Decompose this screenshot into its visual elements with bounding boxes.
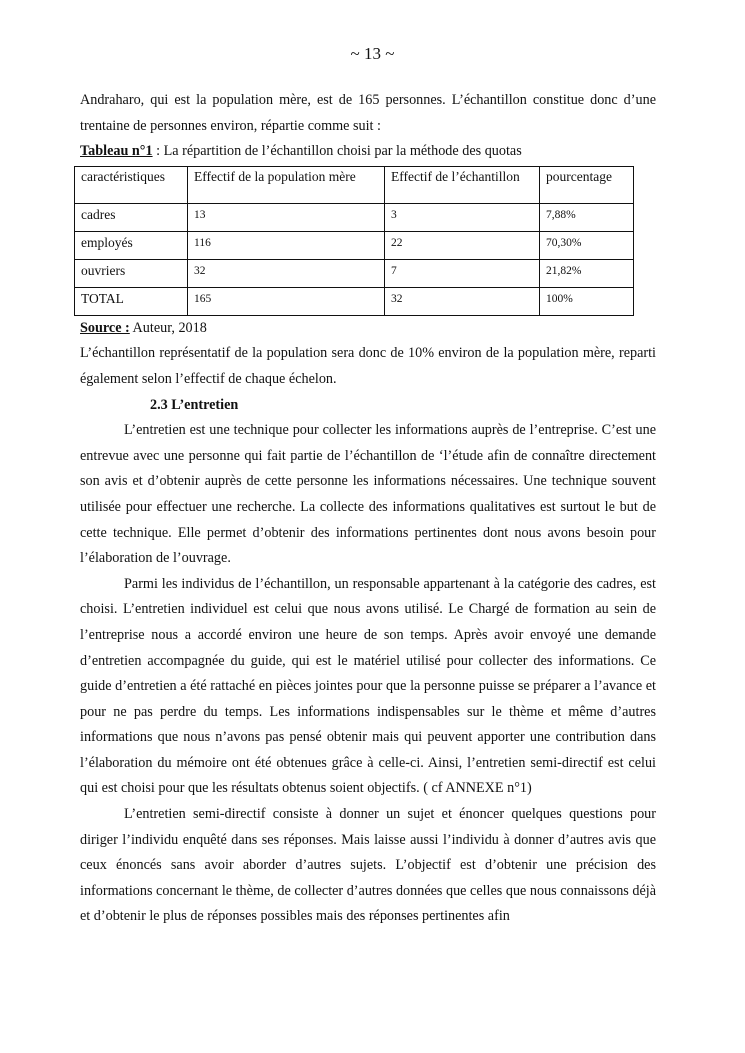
table-cell: 7 [385,259,540,287]
body-paragraph: L’entretien semi-directif consiste à donner un sujet et énoncer quelques questions pour diriger l’individu enquêté dans ses réponses. Mais laisse aussi l’individu à donner d’autres avis que ceux énoncés sans avoir aborder d’autres sujets. L’objectif est d’obtenir une précision des informations concernant le thème, de collecter d’autres données que celles que nous connaissons déjà et d’obtenir le plus de réponses possibles mais des réponses pertinentes afin [80,806,656,925]
table-header-row [75,166,634,203]
table-row [75,287,634,315]
section-title: 2.3 L’entretien [150,396,239,413]
source-label: Source : [80,319,130,336]
table-cell: 22 [385,231,540,259]
table-cell: 32 [385,287,540,315]
table-cell: TOTAL [75,287,188,315]
table-cell: ouvriers [75,259,188,287]
table-row [75,259,634,287]
source-text: Auteur, 2018 [129,319,207,336]
table-cell: 70,30% [540,231,634,259]
document-body [80,88,656,930]
table-caption [80,139,656,165]
table-cell: 3 [385,203,540,231]
table-cell: 116 [188,231,385,259]
page-number: ~ 13 ~ [350,44,395,63]
table-header-cell: Effectif de l’échantillon [385,166,540,203]
after-table-paragraph: L’échantillon représentatif de la population sera donc de 10% environ de la population mère, reparti également selon l’effectif de chaque échelon. [80,345,656,387]
table-source [80,316,656,342]
table-cell: cadres [75,203,188,231]
table-header-cell: caractéristiques [75,166,188,203]
table-cell: 13 [188,203,385,231]
sample-distribution-table [74,166,634,316]
body-paragraph: L’entretien est une technique pour collecter les informations auprès de l’entreprise. C’est une entrevue avec une personne qui fait partie de l’échantillon de ‘l’étude afin de connaître directement son avis et d’obtenir auprès de cette personne les informations nécessaires. Une technique souvent utilisée pour effectuer une recherche. La collecte des informations qualitatives est surtout le but de cette technique. Elle permet d’obtenir des informations pertinentes dont nous avons besoin pour l’élaboration de l’ouvrage. [80,422,656,567]
table-cell: 165 [188,287,385,315]
intro-paragraph: Andraharo, qui est la population mère, est de 165 personnes. L’échantillon constitue donc d’une trentaine de personnes environ, répartie comme suit : [80,92,656,134]
table-cell: 100% [540,287,634,315]
table-header-cell: pourcentage [540,166,634,203]
table-cell: 7,88% [540,203,634,231]
body-paragraph: Parmi les individus de l’échantillon, un responsable appartenant à la catégorie des cadres, est choisi. L’entretien individuel est celui que nous avons utilisé. Le Chargé de formation au sein de l’entreprise nous a accordé environ une heure de son temps. Après avoir envoyé une demande d’entretien accompagnée du guide, qui est le matériel utilisé pour collecter des informations. Ce guide d’entretien a été rattaché en pièces jointes pour que la personne puisse se préparer a l’avance et pour ne pas perdre du temps. Les informations indispensables sur le thème et même d’autres informations que nous n’avons pas pensé obtenir mais qui peuvent apporter une contribution dans l’élaboration du mémoire ont été obtenues grâce à celle-ci. Ainsi, l’entretien semi-directif est celui qui est choisi pour que les résultats obtenus soient objectifs. ( cf ANNEXE n°1) [80,575,656,797]
table-cell: employés [75,231,188,259]
table-header-cell: Effectif de la population mère [188,166,385,203]
table-cell: 21,82% [540,259,634,287]
table-row [75,203,634,231]
table-cell: 32 [188,259,385,287]
table-row [75,231,634,259]
table-caption-text: : La répartition de l’échantillon choisi par la méthode des quotas [152,143,522,160]
table-caption-label: Tableau n°1 [80,143,153,160]
